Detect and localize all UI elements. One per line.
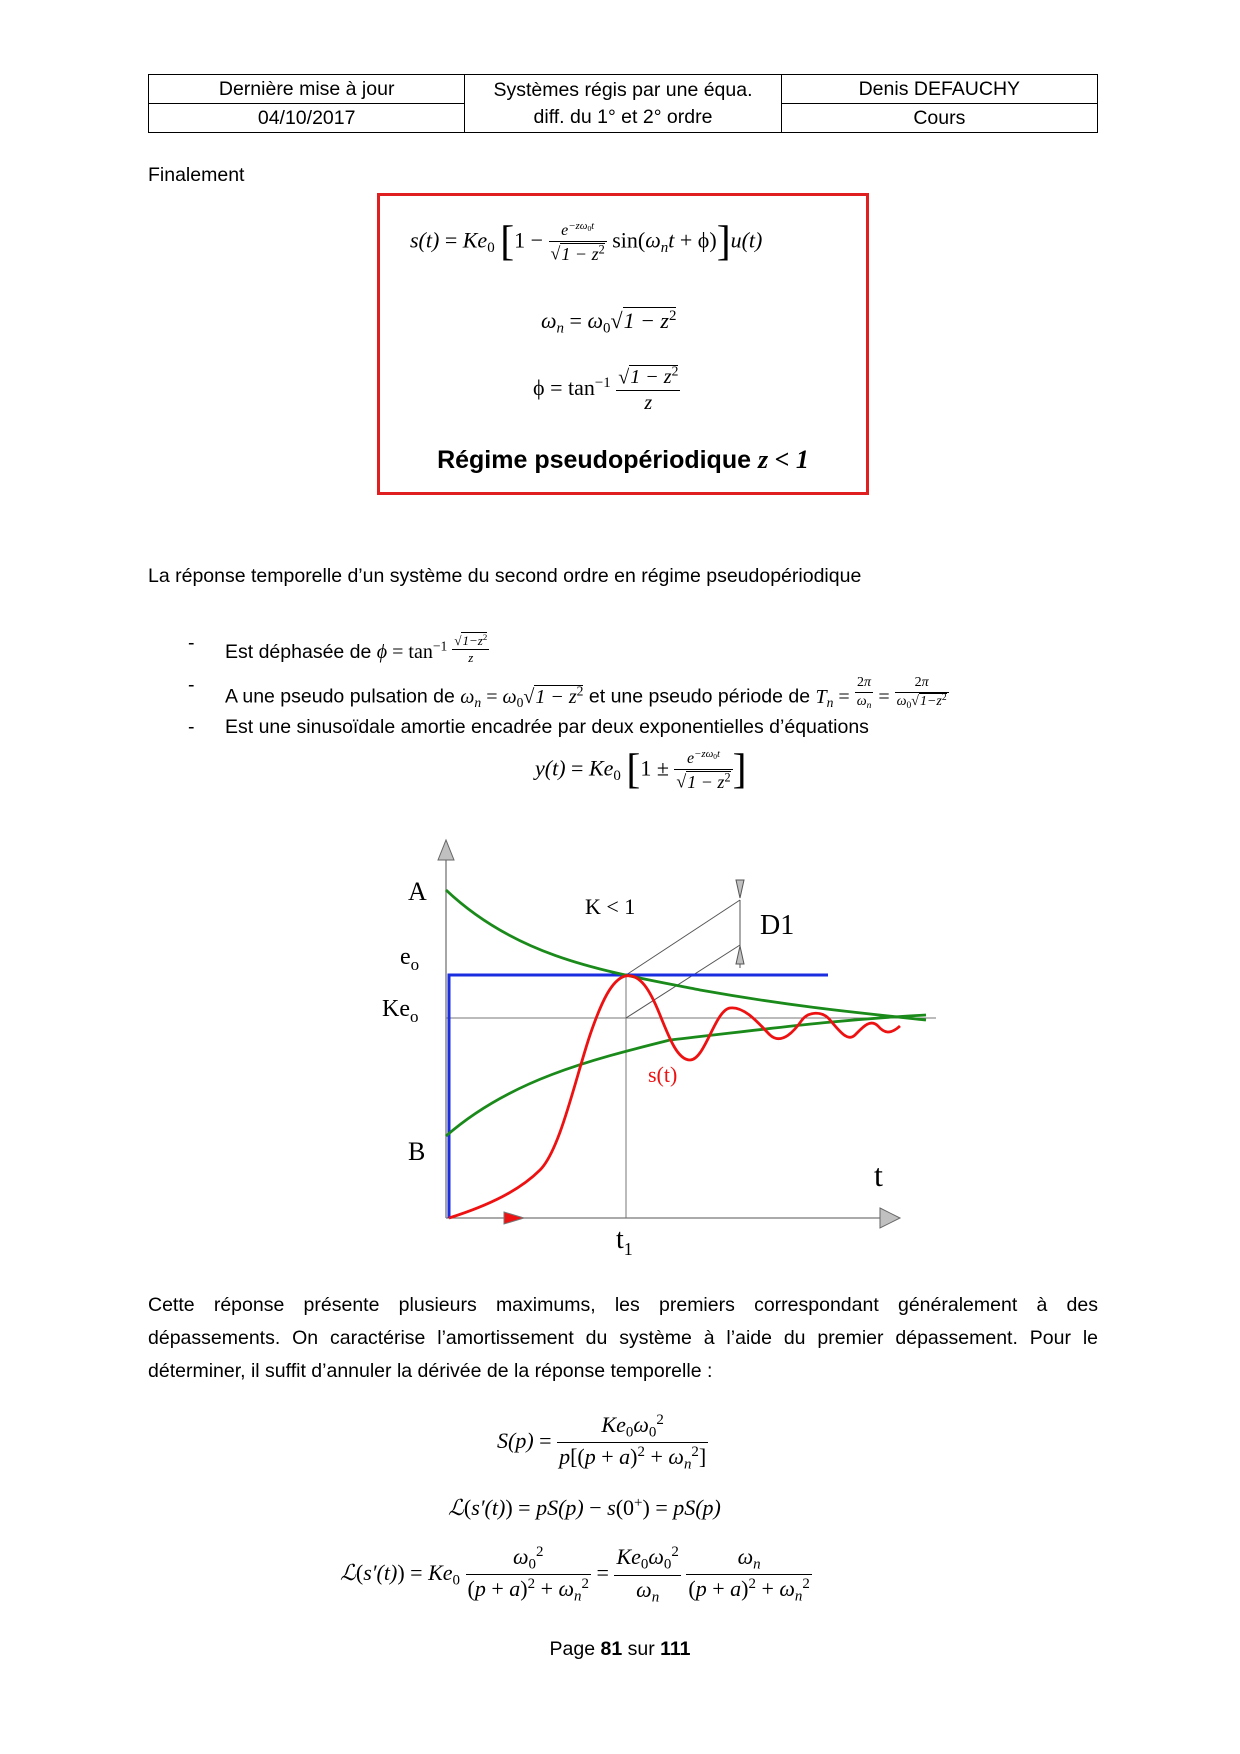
label-ke0-sub: o	[409, 1007, 419, 1026]
bullet-3: Est une sinusoïdale amortie encadrée par deux exponentielles d’équations	[225, 716, 869, 738]
header-title-line1: Systèmes régis par une équa.	[493, 78, 753, 101]
formula-omega-n: $\omega_n = \omega_0√1 - z^2$	[541, 308, 677, 337]
formula-laplace-derivative: ℒ(s′(t)) = pS(p) − s(0+) = pS(p)	[448, 1495, 721, 1521]
header-title-line2: diff. du 1° et 2° ordre	[533, 105, 713, 128]
header-title	[465, 75, 781, 133]
response-curve	[449, 976, 900, 1218]
label-t: t	[874, 1157, 883, 1193]
bullet-dash-3: -	[188, 716, 195, 738]
header-update-label: Dernière mise à jour	[149, 75, 465, 104]
bullet-2-text: A une pseudo pulsation de	[225, 685, 455, 708]
formula-laplace-expanded: ℒ(s′(t)) = $Ke_0$ $\frac{\omega_0^2}{(p + a)^2 + \omega_n^2}$ = $\frac{Ke_0\omega_0^2}{\omega_n}$ $\frac{\omega_n}{(p + a)^2 + \omega_n^2}$	[340, 1544, 810, 1606]
formula-S-of-p: S(p) = $\frac{Ke_0\omega_0^2}{p[(p + a)^2 + \omega_n^2]}$	[497, 1412, 707, 1474]
paragraph-1: La réponse temporelle d’un système du second ordre en régime pseudopériodique	[148, 565, 862, 587]
formula-envelope: $y(t) = Ke_0$ [1 ± $\frac{e^{-z\omega_0t}}{√1 - z^2}$ ]	[535, 747, 747, 793]
label-t1-text: t	[616, 1224, 624, 1255]
paragraph-2-line-1: Cette réponse présente plusieurs maximums, les premiers correspondant généralement à des	[148, 1294, 1098, 1316]
bullet-2-text-b: et une pseudo période de	[588, 685, 811, 708]
upper-envelope	[446, 890, 926, 1020]
label-e0-sub: o	[410, 955, 420, 974]
header-type: Cours	[781, 104, 1097, 133]
page-footer	[0, 1638, 1240, 1661]
tangent-line-1	[626, 900, 740, 975]
footer-prefix: Page	[549, 1638, 596, 1660]
footer-page-number: 81	[600, 1638, 623, 1660]
label-st: s(t)	[648, 1062, 678, 1087]
label-a: A	[408, 877, 427, 906]
paragraph-2-line-2: dépassements. On caractérise l’amortissement du système à l’aide du premier dépassement. Pour le	[148, 1327, 1098, 1349]
label-ke0	[382, 996, 418, 1026]
response-figure	[370, 830, 950, 1270]
header-author: Denis DEFAUCHY	[781, 75, 1097, 104]
box-title-text: Régime pseudopériodique	[437, 446, 752, 474]
x-axis-arrow	[880, 1208, 900, 1228]
label-k: K < 1	[585, 894, 636, 919]
d1-arrow-bottom	[736, 946, 744, 964]
footer-page-total: 111	[660, 1638, 691, 1660]
label-b: B	[408, 1137, 426, 1166]
y-axis-arrow	[438, 840, 454, 860]
bullet-1: Est déphasée de $\phi = \tan^{-1}$ $\frac{√1-z^2}{z}$	[225, 632, 488, 666]
label-t1	[616, 1224, 633, 1259]
bullet-1-text: Est déphasée de	[225, 641, 372, 664]
intro-word: Finalement	[148, 164, 245, 186]
footer-middle: sur	[627, 1638, 655, 1660]
lower-envelope	[446, 1015, 926, 1136]
bullet-2: A une pseudo pulsation de $\omega_n = \omega_0√1 - z^2$ et une pseudo période de $T_n$ = $\frac{2\pi}{\omega_n}$ = $\frac{2\pi}{\omega_0√1-z^2}$	[225, 675, 947, 711]
formula-s-of-t: $s(t) = Ke_0$ [1 − $\frac{e^{-z\omega_0t}}{√1 - z^2}$ $\sin(\omega_nt + \phi)]u(t)$	[410, 219, 763, 265]
label-ke0-text: Ke	[382, 996, 410, 1022]
label-e0	[400, 944, 419, 974]
response-arrow	[504, 1212, 524, 1224]
paragraph-2-line-3: déterminer, il suffit d’annuler la dérivée de la réponse temporelle :	[148, 1360, 713, 1382]
label-d1: D1	[760, 910, 795, 941]
label-e0-text: e	[400, 944, 411, 970]
box-title	[377, 445, 869, 475]
formula-phi: $\phi = \tan^{-1}$ $\frac{√1 - z^2}{z}$	[533, 364, 679, 415]
header-table	[148, 74, 1098, 133]
box-title-math: z < 1	[757, 445, 809, 474]
label-t1-sub: 1	[623, 1239, 633, 1259]
bullet-dash-1: -	[188, 632, 195, 654]
bullet-dash-2: -	[188, 674, 195, 696]
d1-arrow-top	[736, 880, 744, 898]
header-date: 04/10/2017	[149, 104, 465, 133]
